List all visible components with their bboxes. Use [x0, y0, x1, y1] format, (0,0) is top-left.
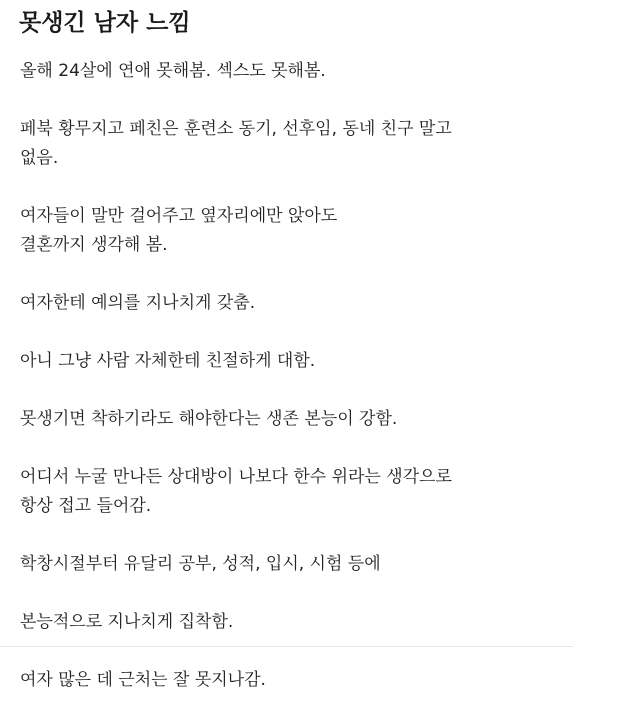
- paragraph-3: [20, 202, 580, 260]
- paragraph-line: 올해 24살에 연애 못해봄. 섹스도 못해봄.: [20, 61, 326, 81]
- paragraph-line: 여자한테 예의를 지나치게 갖춤.: [20, 293, 256, 313]
- paragraph-8: [20, 550, 580, 579]
- paragraph-line: 페북 황무지고 페친은 훈련소 동기, 선후임, 동네 친구 말고: [20, 119, 452, 139]
- paragraph-line: 학창시절부터 유달리 공부, 성적, 입시, 시험 등에: [20, 554, 381, 574]
- paragraph-line: 여자들이 말만 걸어주고 옆자리에만 앉아도: [20, 206, 338, 226]
- paragraph-line: 여자 많은 데 근처는 잘 못지나감.: [20, 670, 266, 690]
- paragraph-4: [20, 289, 580, 318]
- paragraph-9: [20, 608, 580, 637]
- paragraph-line: 없음.: [20, 148, 59, 168]
- paragraph-line: 본능적으로 지나치게 집착함.: [20, 612, 234, 632]
- paragraph-10: [20, 666, 580, 695]
- paragraph-line: 항상 접고 들어감.: [20, 496, 152, 516]
- paragraph-6: [20, 405, 580, 434]
- paragraph-5: [20, 347, 580, 376]
- paragraph-line: 결혼까지 생각해 봄.: [20, 235, 168, 255]
- paragraph-7: [20, 463, 580, 521]
- paragraph-line: 아니 그냥 사람 자체한테 친절하게 대함.: [20, 351, 316, 371]
- bottom-divider: [0, 646, 573, 647]
- paragraph-1: [20, 57, 580, 86]
- paragraph-2: [20, 115, 580, 173]
- post-body: [20, 57, 580, 724]
- paragraph-line: 못생기면 착하기라도 해야한다는 생존 본능이 강함.: [20, 409, 398, 429]
- paragraph-line: 어디서 누굴 만나든 상대방이 나보다 한수 위라는 생각으로: [20, 467, 452, 487]
- post-title: 못생긴 남자 느낌: [19, 10, 191, 36]
